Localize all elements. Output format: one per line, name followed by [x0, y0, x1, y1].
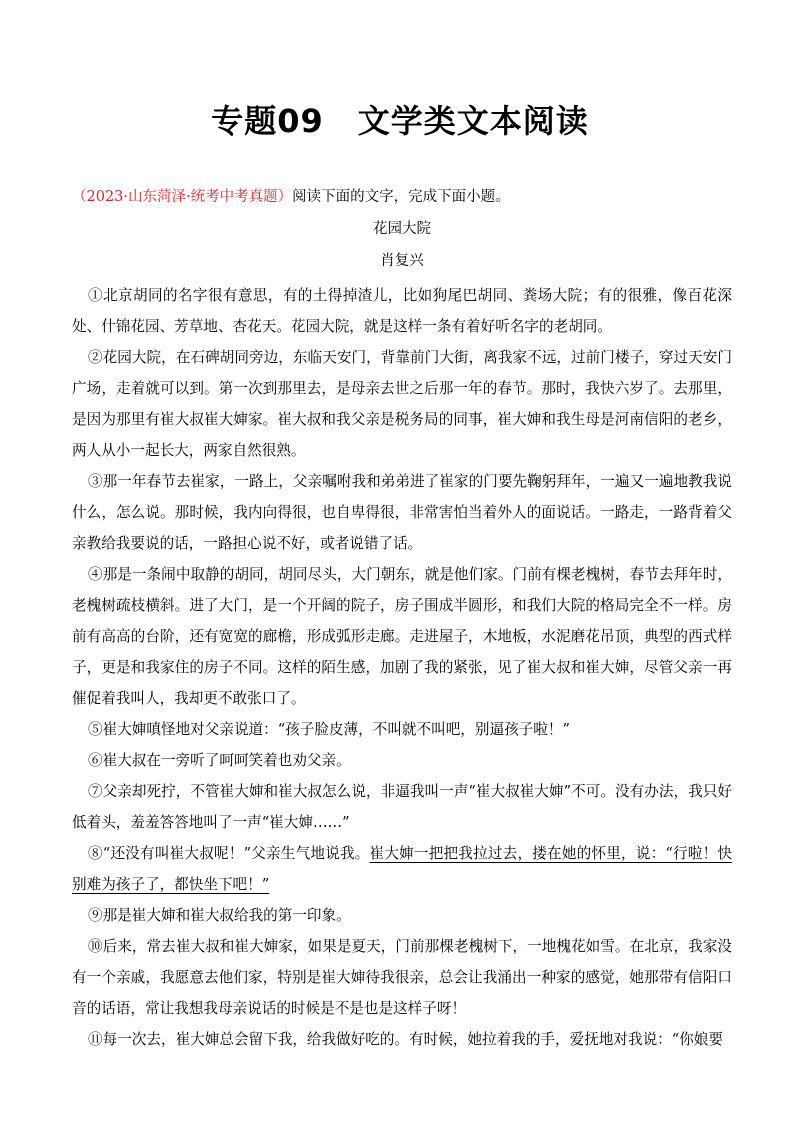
title-main: 专题09	[211, 102, 324, 140]
question-source: （2023·山东菏泽·统考中考真题）	[72, 189, 293, 205]
paragraph-11: ⑪每一次去，崔大婶总会留下我，给我做好吃的。有时候，她拉着我的手，爱抚地对我说：“你娘要	[88, 1031, 723, 1048]
question-instruction: 阅读下面的文字，完成下面小题。	[292, 189, 510, 205]
title-sub: 文学类文本阅读	[357, 102, 589, 140]
question-intro	[72, 184, 732, 210]
page-title	[0, 96, 800, 142]
paragraph-9: ⑨那是崔大婶和崔大叔给我的第一印象。	[88, 907, 351, 924]
paragraph-6: ⑥崔大叔在一旁听了呵呵笑着也劝父亲。	[88, 752, 351, 769]
article-title: 花园大院	[373, 221, 431, 237]
paragraph-8-plain: ⑧“还没有叫崔大叔呢！”父亲生气地说我。	[88, 845, 370, 862]
paragraph-2: ②花园大院，在石碑胡同旁边，东临天安门，背靠前门大街，离我家不远，过前门楼子，穿过天安门广场，走着就可以到。第一次到那里去，是母亲去世之后那一年的春节。那时，我快六岁了。去那里，是因为那里有崔大叔崔大婶家。崔大叔和我父亲是税务局的同事，崔大婶和我生母是河南信阳的老乡，两人从小一起长大，两家自然很熟。	[72, 349, 732, 459]
paragraph-10: ⑩后来，常去崔大叔和崔大婶家，如果是夏天，门前那棵老槐树下，一地槐花如雪。在北京，我家没有一个亲戚，我愿意去他们家，特别是崔大婶待我很亲，总会让我涌出一种家的感觉，她那带有信阳口音的话语，常让我想我母亲说话的时候是不是也是这样子呀！	[72, 938, 732, 1017]
paragraph-5: ⑤崔大婶嗔怪地对父亲说道：“孩子脸皮薄，不叫就不叫吧，别逼孩子啦！”	[88, 721, 570, 738]
article-author: 肖复兴	[380, 253, 424, 269]
paragraph-4: ④那是一条闹中取静的胡同，胡同尽头，大门朝东，就是他们家。门前有棵老槐树，春节去拜年时，老槐树疏枝横斜。进了大门，是一个开阔的院子，房子围成半圆形，和我们大院的格局完全不一样。房前有高高的台阶，还有宽宽的廊檐，形成弧形走廊。走进屋子，木地板，水泥磨花吊顶，典型的西式样子，更是和我家住的房子不同。这样的陌生感，加剧了我的紧张，见了崔大叔和崔大婶，尽管父亲一再催促着我叫人，我却更不敢张口了。	[72, 566, 732, 707]
paragraph-7: ⑦父亲却死拧，不管崔大婶和崔大叔怎么说，非逼我叫一声“崔大叔崔大婶”不可。没有办法，我只好低着头，羞羞答答地叫了一声“崔大婶……”	[72, 783, 732, 831]
paragraph-8	[72, 838, 732, 900]
paragraph-8-underlined: 崔大婶一把把我拉过去，搂在她的怀里，说：“行啦！快别难为孩子了，都快坐下吧！”	[72, 845, 732, 893]
document-body	[72, 184, 732, 1055]
paragraph-1: ①北京胡同的名字很有意思，有的土得掉渣儿，比如狗尾巴胡同、粪场大院；有的很雅，像百花深处、什锦花园、芳草地、杏花天。花园大院，就是这样一条有着好听名字的老胡同。	[72, 287, 732, 335]
paragraph-3: ③那一年春节去崔家，一路上，父亲嘱咐我和弟弟进了崔家的门要先鞠躬拜年，一遍又一遍地教我说什么，怎么说。那时候，我内向得很，也自卑得很，非常害怕当着外人的面说话。一路走，一路背着父亲教给我要说的话，一路担心说不好，或者说错了话。	[72, 473, 732, 552]
